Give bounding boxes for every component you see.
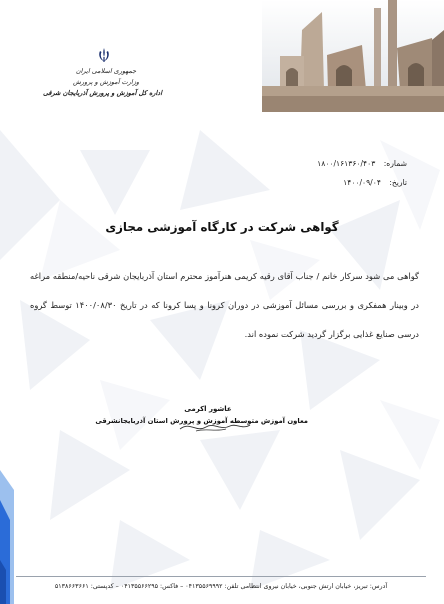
header-monument-image (262, 0, 444, 112)
signature-block (95, 403, 308, 427)
letter-number-value: ۱۸۰۰/۱۶۱۳۶۰/۴۰۳ (317, 159, 376, 168)
certificate-body: گواهی می شود سرکار خانم / جناب آقای رقیه کریمی هنرآموز محترم استان آذربایجان شرقی ناحیه/منطقه مراغه در وبینار همفکری و بررسی مسائل آموزشی در دوران کرونا و پسا کرونا که در تاریخ ۱۴۰۰/۰۸/۳۰ توسط گروه درسی صنایع غذایی برگزار گردید شرکت نموده اند. (30, 271, 419, 339)
org-line-directorate: اداره کل آموزش و پرورش آذربایجان شرقی (42, 89, 162, 97)
organization-header (42, 66, 162, 99)
org-line-country: جمهوری اسلامی ایران (75, 67, 137, 75)
handwritten-signature (176, 419, 254, 435)
signatory-title: معاون آموزش متوسطه آموزش و پرورش استان آذربایجانشرقی (95, 417, 308, 425)
left-decorative-stripe (0, 470, 14, 604)
iran-emblem-icon (97, 47, 111, 63)
letter-meta (317, 154, 407, 192)
signatory-name: عاشور اکرمی (184, 405, 232, 413)
letter-date-label: تاریخ: (389, 178, 407, 187)
footer-divider (16, 576, 426, 577)
org-line-ministry: وزارت آموزش و پرورش (72, 78, 139, 86)
letter-date-row (317, 173, 407, 192)
letter-number-label: شماره: (383, 159, 407, 168)
certificate-title: گواهی شرکت در کارگاه آموزشی مجازی (105, 220, 339, 234)
footer-contact: آدرس: تبریز، خیابان ارتش جنوبی، خیابان نیروی انتظامی تلفن: ۰۴۱۳۵۵۶۹۹۹۲ – فاکس: ۰۴۱۳۵۵۶۶۲۹۵ – کدپستی: ۵۱۳۸۶۶۳۶۶۱ (54, 583, 388, 590)
letter-number-row (317, 154, 407, 173)
letter-date-value: ۱۴۰۰/۰۹/۰۴ (343, 178, 381, 187)
